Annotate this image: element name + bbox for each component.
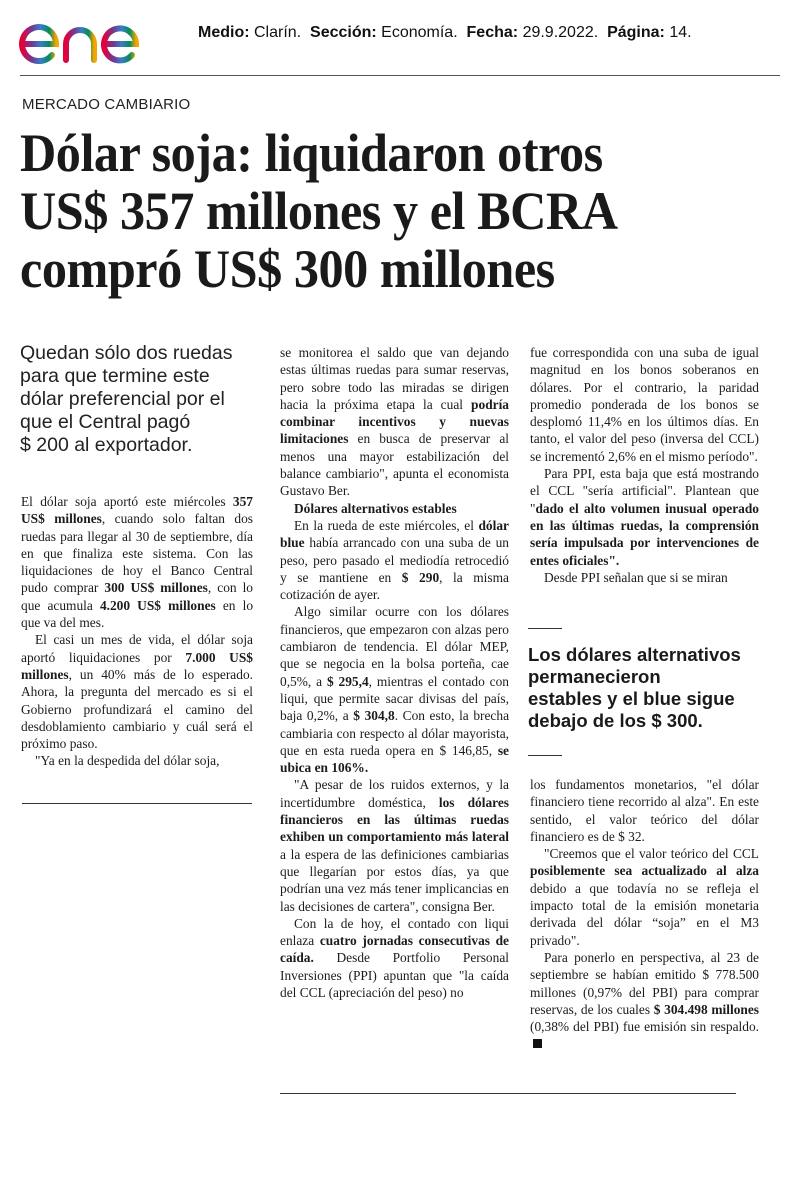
paragraph: "A pesar de los ruidos externos, y la incertidumbre doméstica, los dólares financieros en las últimas ruedas exhiben un comportamiento más lateral a la espera de las definiciones cambiarias que llegarían por estos días, ya que podrían una vez más tener implicancias en las decisiones de cartera", consigna Ber. (280, 777, 509, 914)
paragraph: se monitorea el saldo que van dejando estas últimas ruedas para sumar reservas, pero sobre todo las miradas se dirigen hacia la próxima etapa la cual podría combinar incentivos y nuevas limitaciones en busca de preservar al menos una mayor estabilización del balance cambiario", apunta el economista Gustavo Ber. (280, 345, 509, 499)
paragraph: Para ponerlo en perspectiva, al 23 de septiembre se habían emitido $ 778.500 millones (0,97% del PBI) para comprar reservas, de los cuales $ 304.498 millones (0,38% del PBI) fue emisión sin respaldo. (530, 949, 759, 1053)
article-column-3 (530, 344, 759, 586)
column-end-rule (22, 803, 252, 804)
header-divider (20, 75, 780, 76)
paragraph: Desde PPI señalan que si se miran (544, 569, 728, 585)
clipping-meta: Medio: Clarín. Sección: Economía. Fecha: 29.9.2022. Página: 14. (198, 24, 692, 41)
paragraph: Con la de hoy, el contado con liqui enlaza cuatro jornadas consecutivas de caída. Desde Portfolio Personal Inversiones (PPI) apuntan que "la caída del CCL (apreciación del peso) no (280, 915, 509, 1000)
paragraph: El casi un mes de vida, el dólar soja aportó liquidaciones por 7.000 US$ millones, un 40% más de lo esperado. Ahora, la pregunta del mercado es si el Gobierno profundizará el camino del desdoblamiento cambiario y cuál será el próximo paso. (21, 632, 253, 752)
end-of-article-mark (533, 1039, 542, 1048)
article-column-1 (21, 493, 253, 770)
paragraph: los fundamentos monetarios, "el dólar financiero tiene recorrido al alza". En este sentido, el valor teórico del dólar financiero es de $ 32. (530, 777, 759, 844)
lead-paragraph: Quedan sólo dos ruedas para que termine este dólar preferencial por el que el Central pagó $ 200 al exportador. (20, 342, 233, 456)
pullquote: Los dólares alternativos permanecieron estables y el blue sigue debajo de los $ 300. (528, 644, 741, 731)
headline: Dólar soja: liquidaron otros US$ 357 millones y el BCRA compró US$ 300 millones (20, 123, 618, 299)
paragraph: fue correspondida con una suba de igual magnitud en los bonos soberanos en dólares. Por el contrario, la paridad promedio ponderada de los bonos se desplomó 11,4% en los últimos días. En tanto, el valor del peso (inversa del CCL) se incrementó 2,6% en el mismo período". (530, 345, 759, 464)
enel-logo (16, 8, 176, 66)
paragraph: Algo similar ocurre con los dólares financieros, que empezaron con alzas pero cambiaron de tendencia. El dólar MEP, que se negocia en la bolsa porteña, cae 0,5%, a $ 295,4, mientras el contado con liqui, que permite sacar divisas del país, baja 0,2%, a $ 304,8. Con esto, la brecha cambiaria con respecto al dólar mayorista, que en esta rueda opera en $ 146,85, se ubica en 106%. (280, 604, 510, 776)
pullquote-rule-bottom (528, 755, 562, 756)
pullquote-rule-top (528, 628, 562, 629)
paragraph: En la rueda de este miércoles, el dólar blue había arrancado con una suba de un peso, pero pasado el mediodía retrocedió y se mantiene en $ 290, la misma cotización de ayer. (280, 517, 509, 603)
paragraph: "Ya en la despedida del dólar soja, (35, 753, 220, 769)
paragraph: El dólar soja aportó este miércoles 357 US$ millones, cuando solo faltan dos ruedas para llegar al 30 de septiembre, día en que finaliza este sistema. Con las liquidaciones de hoy el Banco Central pudo comprar 300 US$ millones, con lo que acumula 4.200 US$ millones en lo que va del mes. (21, 494, 254, 631)
article-bottom-rule (280, 1093, 736, 1094)
article-column-2 (280, 344, 509, 1001)
section-label: MERCADO CAMBIARIO (22, 96, 191, 113)
paragraph: "Creemos que el valor teórico del CCL posiblemente sea actualizado al alza debido a que todavía no se refleja el impacto total de la emisión monetaria derivada del dólar “soja” en el M3 privado". (530, 846, 759, 948)
article-column-3-continued (530, 776, 759, 1053)
paragraph: Para PPI, esta baja que está mostrando el CCL "sería artificial". Plantean que "dado el alto volumen inusual operado en las últimas ruedas, la comprensión sería impulsada por intervenciones de entes oficiales". (530, 466, 759, 568)
subheading: Dólares alternativos estables (294, 500, 457, 516)
